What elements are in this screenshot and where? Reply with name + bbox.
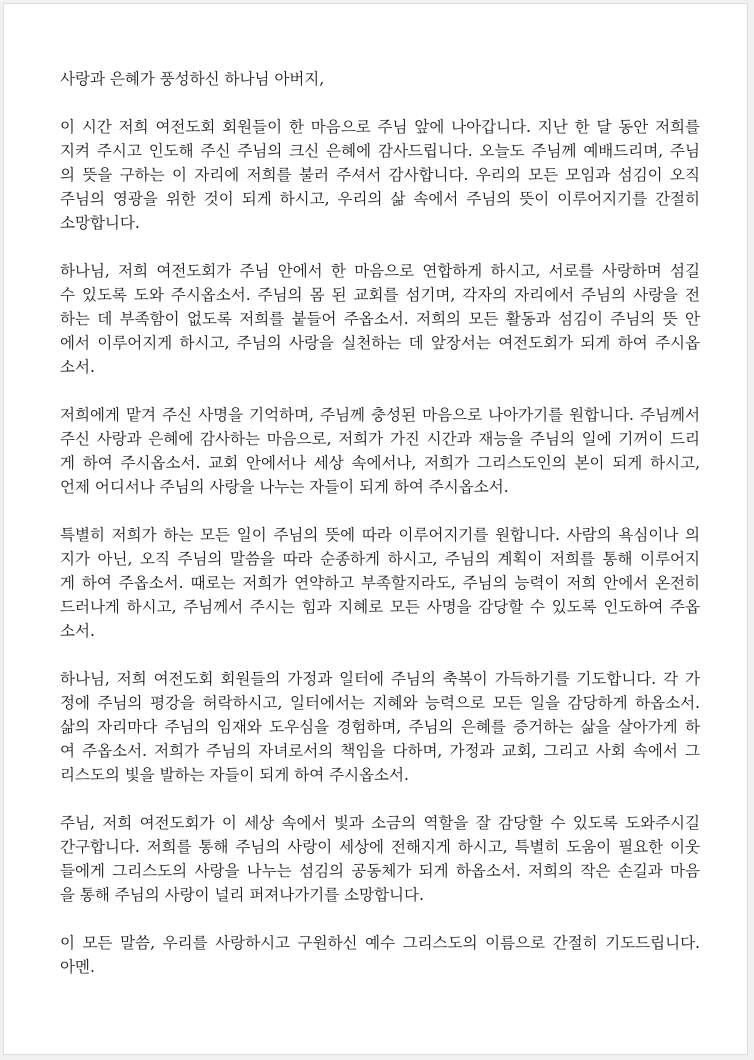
text-line: 지켜 주시고 인도해 주신 주님의 크신 은혜에 감사드립니다. 오늘도 주님께 예배드리며, 주님 (60, 142, 700, 160)
text-line: 하나님, 저희 여전도회 회원들의 가정과 일터에 주님의 축복이 가득하기를 기도합니다. 각 가 (60, 670, 700, 688)
text-line: 삶의 자리마다 주님의 임재와 도우심을 경험하며, 주님의 은혜를 증거하는 삶을 살아가게 하 (60, 718, 700, 736)
text-line: 지가 아닌, 오직 주님의 말씀을 따라 순종하게 하시고, 주님의 계획이 저희를 통해 이루어지 (60, 550, 700, 568)
text-line: 아멘. (60, 958, 95, 976)
prayer-text (60, 67, 700, 1003)
paragraph (60, 115, 700, 235)
text-line: 소서. (60, 358, 95, 376)
text-line: 이 모든 말씀, 우리를 사랑하시고 구원하신 예수 그리스도의 이름으로 간절히 기도드립니다. (60, 934, 700, 952)
paragraph (60, 931, 700, 979)
paragraph (60, 811, 700, 907)
text-line: 게 하여 주옵소서. 때로는 저희가 연약하고 부족할지라도, 주님의 능력이 저희 안에서 온전히 (60, 574, 700, 592)
document-page (3, 3, 748, 1055)
text-line: 의 뜻을 구하는 이 자리에 저희를 불러 주셔서 감사합니다. 우리의 모든 모임과 섬김이 오직 (60, 166, 700, 184)
paragraph (60, 259, 700, 379)
text-line: 사랑과 은혜가 풍성하신 하나님 아버지, (60, 70, 325, 88)
text-line: 언제 어디서나 주님의 사랑을 나누는 자들이 되게 하여 주시옵소서. (60, 478, 509, 496)
text-line: 소서. (60, 622, 95, 640)
text-line: 저희에게 맡겨 주신 사명을 기억하며, 주님께 충성된 마음으로 나아가기를 원합니다. 주님께서 (60, 406, 700, 424)
paragraph (60, 67, 700, 91)
text-line: 하는 데 부족함이 없도록 저희를 붙들어 주옵소서. 저희의 모든 활동과 섬김이 주님의 뜻 안 (60, 310, 700, 328)
text-line: 주님, 저희 여전도회가 이 세상 속에서 빛과 소금의 역할을 잘 감당할 수 있도록 도와주시길 (60, 814, 700, 832)
paragraph (60, 403, 700, 499)
text-line: 을 통해 주님의 사랑이 널리 퍼져나가기를 소망합니다. (60, 886, 424, 904)
text-line: 에서 이루어지게 하시고, 주님의 사랑을 실천하는 데 앞장서는 여전도회가 되게 하여 주시옵 (60, 334, 700, 352)
text-line: 간구합니다. 저희를 통해 주님의 사랑이 세상에 전해지게 하시고, 특별히 도움이 필요한 이웃 (60, 838, 700, 856)
text-line: 수 있도록 도와 주시옵소서. 주님의 몸 된 교회를 섬기며, 각자의 자리에서 주님의 사랑을 전 (60, 286, 700, 304)
text-line: 정에 주님의 평강을 허락하시고, 일터에서는 지혜와 능력으로 모든 일을 감당하게 하옵소서. (60, 694, 700, 712)
text-line: 게 하여 주시옵소서. 교회 안에서나 세상 속에서나, 저희가 그리스도인의 본이 되게 하시고, (60, 454, 700, 472)
paragraph (60, 523, 700, 643)
text-line: 주신 사랑과 은혜에 감사하는 마음으로, 저희가 가진 시간과 재능을 주님의 일에 기꺼이 드리 (60, 430, 700, 448)
text-line: 리스도의 빛을 발하는 자들이 되게 하여 주시옵소서. (60, 766, 409, 784)
text-line: 이 시간 저희 여전도회 회원들이 한 마음으로 주님 앞에 나아갑니다. 지난 한 달 동안 저희를 (60, 118, 700, 136)
text-line: 들에게 그리스도의 사랑을 나누는 섬김의 공동체가 되게 하옵소서. 저희의 작은 손길과 마음 (60, 862, 700, 880)
text-line: 특별히 저희가 하는 모든 일이 주님의 뜻에 따라 이루어지기를 원합니다. 사람의 욕심이나 의 (60, 526, 700, 544)
paragraph (60, 667, 700, 787)
text-line: 소망합니다. (60, 214, 140, 232)
text-line: 드러나게 하시고, 주님께서 주시는 힘과 지혜로 모든 사명을 감당할 수 있도록 인도하여 주옵 (60, 598, 700, 616)
text-line: 여 주옵소서. 저희가 주님의 자녀로서의 책임을 다하며, 가정과 교회, 그리고 사회 속에서 그 (60, 742, 700, 760)
text-line: 하나님, 저희 여전도회가 주님 안에서 한 마음으로 연합하게 하시고, 서로를 사랑하며 섬길 (60, 262, 700, 280)
text-line: 주님의 영광을 위한 것이 되게 하시고, 우리의 삶 속에서 주님의 뜻이 이루어지기를 간절히 (60, 190, 700, 208)
